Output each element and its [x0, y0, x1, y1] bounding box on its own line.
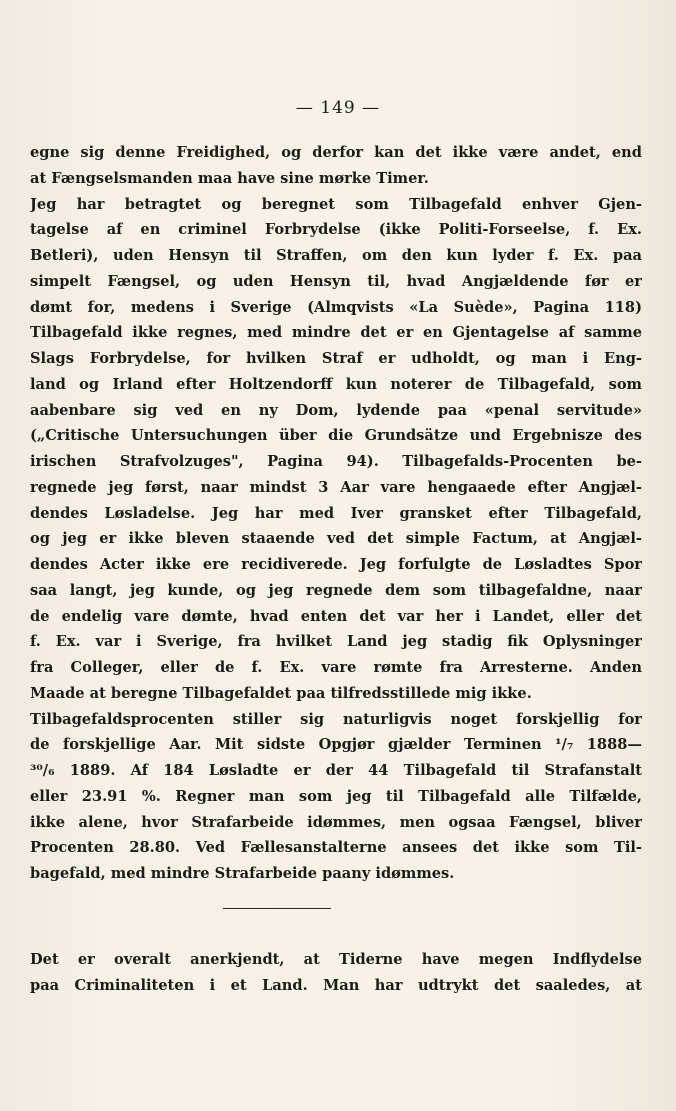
text-line: Tilbagefaldsprocenten stiller sig naturligvis noget forskjellig for: [30, 710, 642, 728]
text-line: Jeg har betragtet og beregnet som Tilbagefald enhver Gjen-: [30, 195, 642, 213]
main-text: [30, 140, 642, 887]
text-line: („Critische Untersuchungen über die Grundsätze und Ergebnisze des: [30, 427, 642, 445]
text-line: regnede jeg først, naar mindst 3 Aar vare hengaaede efter Angjæl-: [30, 478, 642, 496]
text-line: simpelt Fængsel, og uden Hensyn til, hvad Angjældende før er: [30, 272, 642, 290]
text-line: Procenten 28.80. Ved Fællesanstalterne ansees det ikke som Til-: [30, 839, 642, 857]
text-line: egne sig denne Freidighed, og derfor kan det ikke være andet, end: [30, 144, 642, 161]
page-number: — 149 —: [295, 98, 381, 118]
text-line: Det er overalt anerkjendt, at Tiderne have megen Indflydelse: [30, 951, 642, 968]
text-line: ³⁰/₆ 1889. Af 184 Løsladte er der 44 Tilbagefald til Strafanstalt: [30, 762, 642, 779]
section-divider: [223, 908, 331, 909]
text-line: irischen Strafvolzuges", Pagina 94). Tilbagefalds-Procenten be-: [30, 453, 642, 470]
text-line: Betleri), uden Hensyn til Straffen, om den kun lyder f. Ex. paa: [30, 247, 642, 264]
text-line: at Fængselsmanden maa have sine mørke Timer.: [30, 169, 429, 187]
text-line: eller 23.91 %. Regner man som jeg til Tilbagefald alle Tilfælde,: [30, 787, 642, 805]
text-line: ikke alene, hvor Strafarbeide idømmes, men ogsaa Fængsel, bliver: [30, 813, 642, 831]
text-line: dendes Løsladelse. Jeg har med Iver gransket efter Tilbagefald,: [30, 504, 642, 522]
text-line: land og Irland efter Holtzendorff kun noterer de Tilbagefald, som: [30, 375, 642, 393]
text-line: Tilbagefald ikke regnes, med mindre det er en Gjentagelse af samme: [30, 324, 642, 342]
text-line: saa langt, jeg kunde, og jeg regnede dem som tilbagefaldne, naar: [30, 581, 642, 599]
text-line: dendes Acter ikke ere recidiverede. Jeg forfulgte de Løsladtes Spor: [30, 556, 642, 573]
text-line: tagelse af en criminel Forbrydelse (ikke Politi-Forseelse, f. Ex.: [30, 221, 642, 239]
text-line: aabenbare sig ved en ny Dom, lydende paa «penal servitude»: [30, 401, 642, 419]
text-line: dømt for, medens i Sverige (Almqvists «La Suède», Pagina 118): [30, 298, 642, 316]
text-line: bagefald, med mindre Strafarbeide paany idømmes.: [30, 865, 455, 882]
text-line: og jeg er ikke bleven staaende ved det simple Factum, at Angjæl-: [30, 530, 642, 548]
text-line: paa Criminaliteten i et Land. Man har udtrykt det saaledes, at: [30, 976, 642, 994]
text-line: Slags Forbrydelse, for hvilken Straf er udholdt, og man i Eng-: [30, 350, 642, 367]
text-line: Maade at beregne Tilbagefaldet paa tilfredsstillede mig ikke.: [30, 684, 532, 702]
text-line: f. Ex. var i Sverige, fra hvilket Land jeg stadig fik Oplysninger: [30, 633, 642, 651]
text-line: fra Colleger, eller de f. Ex. vare rømte fra Arresterne. Anden: [30, 659, 642, 676]
foot-text: [30, 947, 642, 999]
text-line: de endelig vare dømte, hvad enten det var her i Landet, eller det: [30, 607, 642, 625]
text-line: de forskjellige Aar. Mit sidste Opgjør gjælder Terminen ¹/₇ 1888—: [30, 736, 642, 754]
